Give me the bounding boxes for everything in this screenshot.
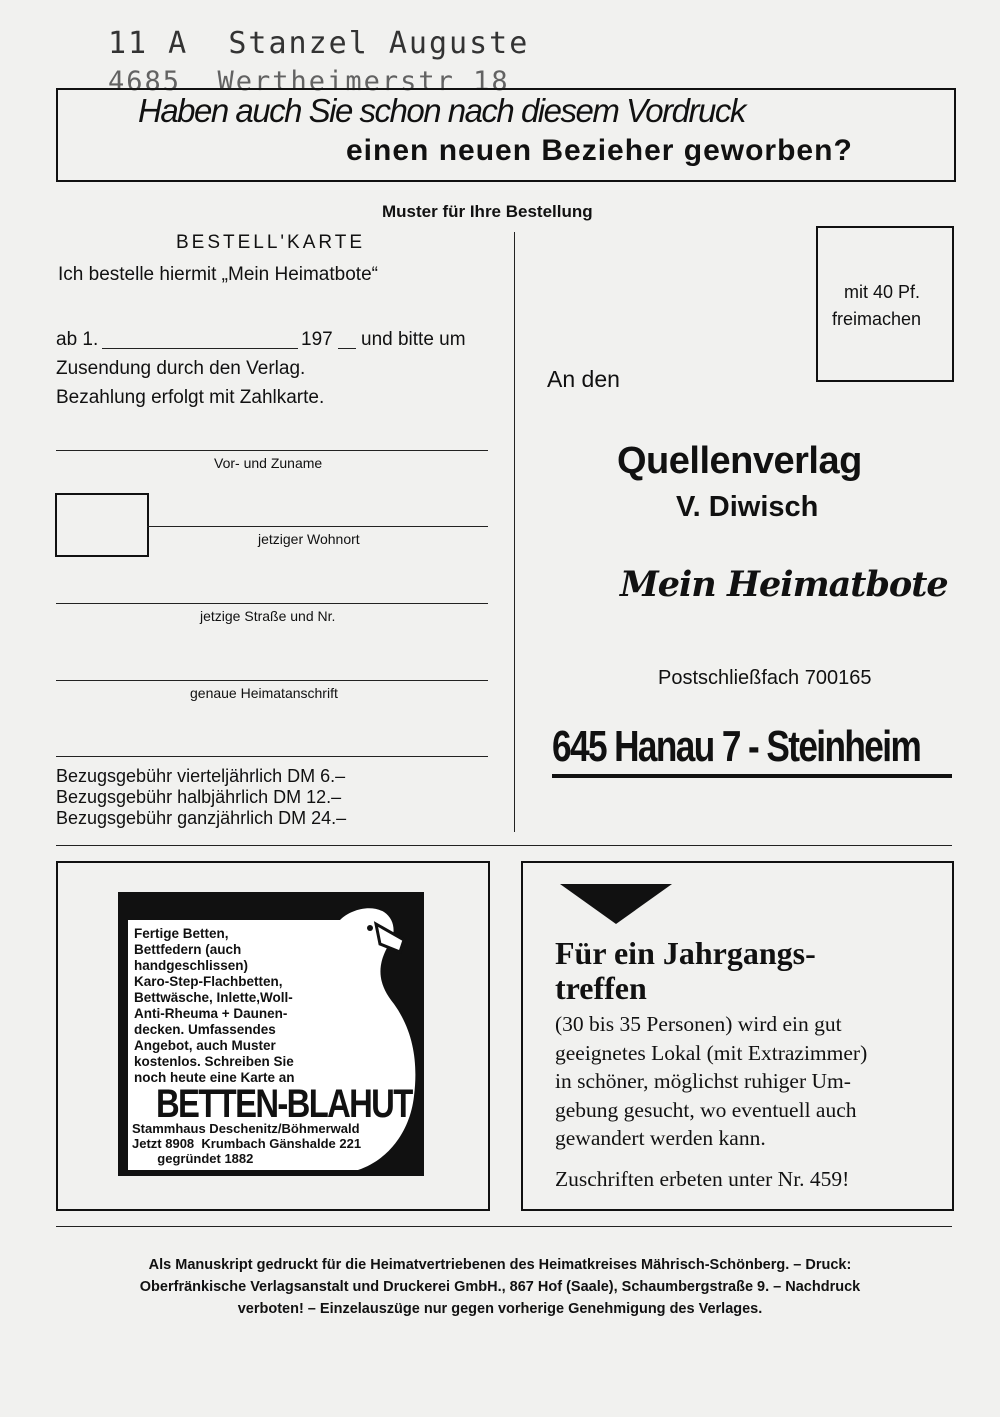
stamp-label-line1: mit 40 Pf. [844,282,921,302]
footer-imprint [60,1254,940,1320]
header-question-line2: einen neuen Bezieher geworben? [346,134,853,167]
extra-field-line[interactable] [56,756,488,757]
stamp-box [816,226,954,382]
section-divider-top [56,845,952,846]
swan-eye [367,925,373,931]
publisher-name: Quellenverlag [617,440,862,482]
city-address: 645 Hanau 7 - Steinheim [552,722,921,771]
delivery-text: Zusendung durch den Verlag. [56,358,306,379]
year-prefix: 197 [301,329,333,350]
jahrgang-ad-contact: Zuschriften erbeten unter Nr. 459! [555,1167,850,1191]
header-question: Haben auch Sie schon nach diesem Vordruck [138,92,745,129]
name-field-label: Vor- und Zuname [214,455,323,471]
residence-field-line[interactable] [147,526,488,527]
street-field-line[interactable] [56,603,488,604]
betten-ad-address: Stammhaus Deschenitz/Böhmerwald Jetzt 8908 Krumbach Gänshalde 221 gegründet 1882 [132,1121,362,1166]
footer-line3: verboten! – Einzelauszüge nur gegen vorherige Genehmigung des Verlages. [237,1301,763,1317]
section-divider-bottom [56,1226,952,1227]
betten-ad [118,892,424,1176]
triangle-down-icon [560,884,672,924]
card-divider [514,232,515,832]
magazine-title: Mein Heimatbote [620,564,948,605]
fee-half-year: Bezugsgebühr halbjährlich DM 12.– [56,787,342,807]
footer-line1: Als Manuskript gedruckt für die Heimatvertriebenen des Heimatkreises Mährisch-Schönberg. – Druck: [148,1257,852,1273]
date-blank[interactable] [102,348,298,349]
order-line: Ich bestelle hiermit „Mein Heimatbote“ [58,264,378,285]
typed-name-line: 11 A Stanzel Auguste [108,26,530,61]
footer-line2: Oberfränkische Verlagsanstalt und Druckerei GmbH., 867 Hof (Saale), Schaumbergstraße 9. – Nachdruck [139,1279,861,1295]
stamp-label-line2: freimachen [832,309,922,329]
betten-ad-brand: BETTEN-BLAHUT [156,1082,412,1126]
publisher-owner: V. Diwisch [676,491,819,523]
request-text: und bitte um [361,329,466,350]
po-box: Postschließfach 700165 [658,667,872,689]
year-blank[interactable] [338,348,356,349]
fee-quarterly: Bezugsgebühr vierteljährlich DM 6.– [56,766,346,786]
city-underline [552,774,952,778]
jahrgang-ad-title: Für ein Jahrgangs- treffen [555,935,816,1006]
home-address-field-label: genaue Heimatanschrift [190,685,338,701]
typed-address-line: 4685 Wertheimerstr 18 [108,66,510,97]
home-address-field-line[interactable] [56,680,488,681]
to-label: An den [547,366,620,392]
postcode-box[interactable] [55,493,149,557]
payment-text: Bezahlung erfolgt mit Zahlkarte. [56,387,325,408]
jahrgang-ad-body: (30 bis 35 Personen) wird ein gut geeignetes Lokal (mit Extrazimmer) in schöner, möglichst ruhiger Um- gebung gesucht, wo eventuell auch gewandert werden kann. [555,1012,868,1150]
betten-ad-text: Fertige Betten, Bettfedern (auch handgeschlissen) Karo-Step-Flachbetten, Bettwäsche, Inlette,Woll- Anti-Rheuma + Daunen- decken. Umfassendes Angebot, auch Muster kostenlos. Schreiben Sie noch heute eine Karte an [134,926,295,1085]
street-field-label: jetzige Straße und Nr. [200,608,336,624]
ab-prefix: ab 1. [56,329,99,350]
residence-field-label: jetziger Wohnort [258,531,360,547]
order-card-title: BESTELL'KARTE [176,232,366,253]
sample-label: Muster für Ihre Bestellung [382,202,593,221]
fee-yearly: Bezugsgebühr ganzjährlich DM 24.– [56,808,347,828]
name-field-line[interactable] [56,450,488,451]
